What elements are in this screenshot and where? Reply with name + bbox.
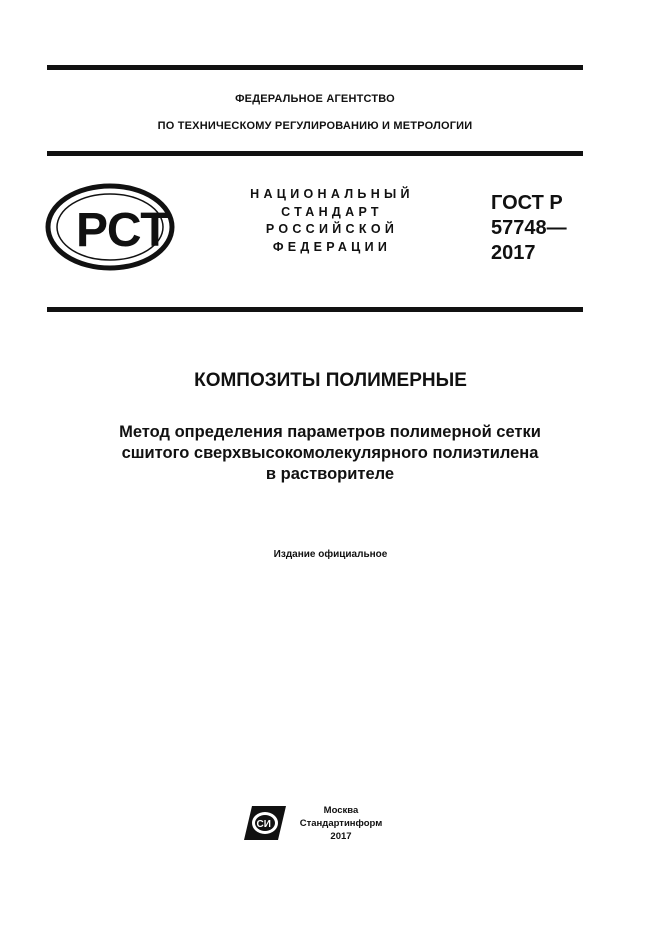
document-title: КОМПОЗИТЫ ПОЛИМЕРНЫЕ	[194, 370, 467, 391]
publisher-city: Москва	[323, 805, 359, 816]
publisher-logo-letters: СИ	[256, 819, 271, 830]
standard-type-line4: ФЕДЕРАЦИИ	[272, 239, 392, 254]
publisher-year: 2017	[330, 831, 352, 842]
top-rule	[47, 65, 583, 70]
publisher-info	[293, 804, 389, 843]
logo-letters: РСТ	[76, 204, 170, 257]
standard-type-line2: СТАНДАРТ	[281, 204, 383, 219]
publisher-name: Стандартинформ	[299, 818, 383, 829]
standartinform-logo-icon	[244, 806, 286, 845]
edition-note: Издание официальное	[273, 549, 388, 560]
subtitle-line3: в растворителе	[265, 465, 395, 483]
standard-type-line1: НАЦИОНАЛЬНЫЙ	[250, 187, 414, 201]
agency-name-line1: ФЕДЕРАЛЬНОЕ АГЕНТСТВО	[235, 93, 395, 105]
subtitle-line2: сшитого сверхвысокомолекулярного полиэтилена	[121, 444, 539, 462]
title-divider	[47, 307, 583, 312]
standard-type-block	[232, 186, 432, 256]
header-divider	[47, 151, 583, 156]
agency-name-line2: ПО ТЕХНИЧЕСКОМУ РЕГУЛИРОВАНИЮ И МЕТРОЛОГИИ	[157, 120, 473, 132]
designation-line1: ГОСТ Р	[491, 192, 563, 214]
standard-designation	[491, 191, 567, 266]
standard-type-line3: РОССИЙСКОЙ	[265, 222, 399, 236]
designation-line3: 2017	[491, 242, 536, 264]
designation-line2: 57748—	[491, 217, 567, 239]
subtitle-line1: Метод определения параметров полимерной сетки	[119, 423, 541, 441]
rst-certification-mark-icon	[44, 182, 176, 277]
document-subtitle	[47, 422, 613, 485]
